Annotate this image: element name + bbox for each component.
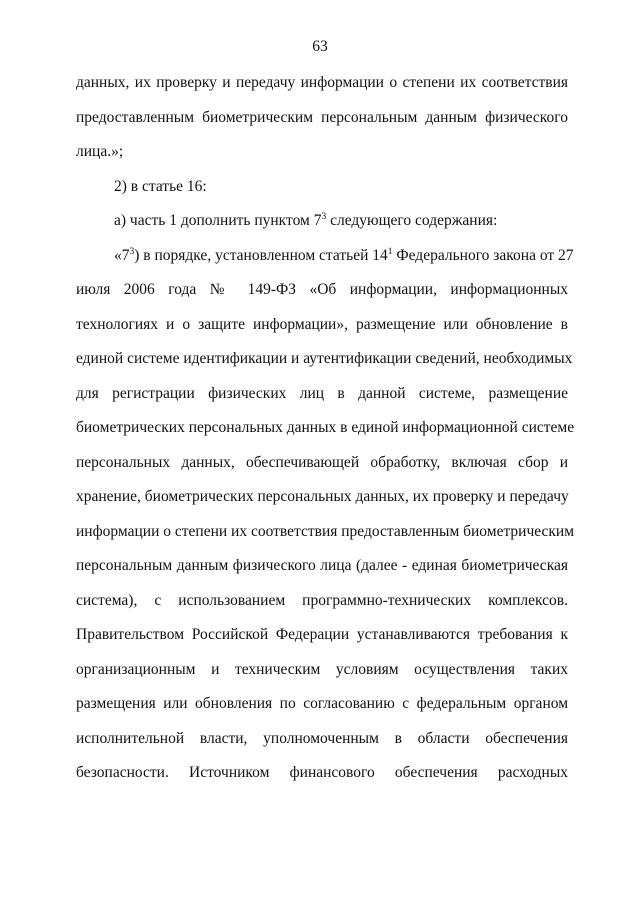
text-line: биометрических персональных данных в единой информационной системе <box>76 419 575 436</box>
text-line <box>76 239 574 274</box>
text-line: персональных данных, обеспечивающей обработку, включая сбор и <box>76 453 568 471</box>
text-line: для регистрации физических лиц в данной системе, размещение <box>76 384 568 402</box>
text-fragment: Федерального закона от 27 <box>392 246 574 264</box>
text-line: исполнительной власти, уполномоченным в области обеспечения <box>76 729 568 747</box>
text-line: организационным и техническим условиям осуществления таких <box>76 660 568 678</box>
text-line: единой системе идентификации и аутентификации сведений, необходимых <box>76 350 573 367</box>
text-fragment: ) в порядке, установленном статьей 14 <box>134 246 388 264</box>
text-line: Правительством Российской Федерации устанавливаются требования к <box>76 626 568 643</box>
text-line: безопасности. Источником финансового обеспечения расходных <box>76 764 568 781</box>
text-fragment: а) часть 1 дополнить пунктом 7 <box>114 212 322 229</box>
text-line: лица.»; <box>76 143 124 160</box>
text-fragment: следующего содержания: <box>326 212 498 229</box>
text-line <box>76 204 568 239</box>
text-line: 2) в статье 16: <box>114 177 207 195</box>
text-line: хранение, биометрических персональных данных, их проверку и передачу <box>76 488 569 505</box>
text-line: информации о степени их соответствия предоставленным биометрическим <box>76 522 575 540</box>
body-text <box>76 66 575 791</box>
superscript: 3 <box>321 212 327 222</box>
text-fragment: «7 <box>114 246 130 264</box>
text-line: размещения или обновления по согласованию с федеральным органом <box>76 695 568 712</box>
page-number: 63 <box>312 38 328 55</box>
text-line: предоставленным биометрическим персональным данным физического <box>76 108 568 126</box>
text-line: технологиях и о защите информации», размещение или обновление в <box>76 315 568 333</box>
text-line: данных, их проверку и передачу информации о степени их соответствия <box>76 74 568 91</box>
text-line: июля 2006 года № 149-ФЗ «Об информации, информационных <box>76 281 568 298</box>
text-line: персональным данным физического лица (далее - единая биометрическая <box>76 557 568 574</box>
superscript: 3 <box>129 246 135 257</box>
text-line: система), с использованием программно-технических комплексов. <box>76 591 568 609</box>
superscript: 1 <box>387 246 393 257</box>
